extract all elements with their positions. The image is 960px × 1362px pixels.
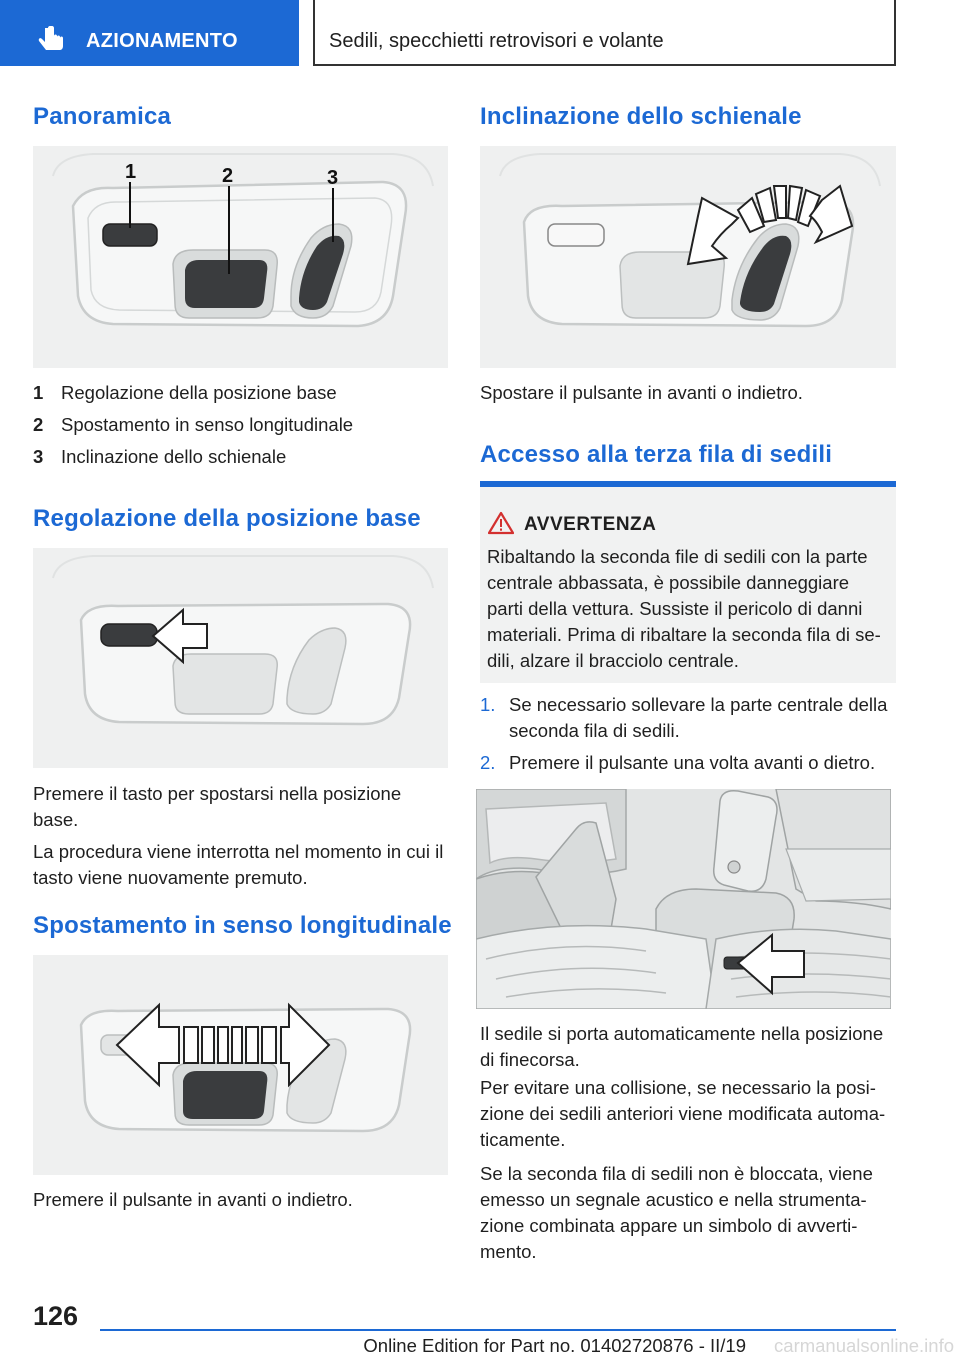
heading-base-position: Regolazione della posizione base xyxy=(33,505,421,532)
paragraph: Spostare il pulsante in avanti o indietro. xyxy=(480,382,803,403)
paragraph: Per evitare una collisione, se necessario la posizione dei sedili anteriori viene modificata automaticamente. xyxy=(480,1077,886,1150)
figure-longitudinal-button xyxy=(33,955,448,1175)
section-title: AZIONAMENTO xyxy=(86,30,238,52)
figure-seat-controls-overview xyxy=(33,146,448,368)
figure-backrest-button xyxy=(480,146,896,368)
watermark: carmanualsonline.info xyxy=(774,1335,954,1356)
warning-box xyxy=(480,481,896,683)
paragraph: La procedura viene interrotta nel momento in cui il tasto viene nuovamente premuto. xyxy=(33,841,444,888)
heading-longitudinal: Spostamento in senso longitudinale xyxy=(33,912,452,939)
seat-controls-illustration xyxy=(33,146,448,368)
heading-overview: Panoramica xyxy=(33,103,172,130)
callout-3: 3 xyxy=(327,167,339,189)
footer-divider xyxy=(100,1329,896,1331)
section-tab[interactable] xyxy=(0,0,299,66)
longitudinal-illustration xyxy=(33,955,448,1175)
base-position-illustration xyxy=(33,548,448,768)
figure-second-row-seat-button xyxy=(476,789,891,1009)
heading-third-row: Accesso alla terza fila di sedili xyxy=(480,441,833,468)
page-number: 126 xyxy=(33,1301,79,1331)
figure-base-position-button xyxy=(33,548,448,768)
second-row-seat-illustration xyxy=(476,789,891,1009)
paragraph: Premere il tasto per spostarsi nella posizione base. xyxy=(33,783,402,830)
chapter-title: Sedili, specchietti retrovisori e volante xyxy=(329,30,664,52)
paragraph: Premere il pulsante in avanti o indietro. xyxy=(33,1189,353,1210)
heading-backrest: Inclinazione dello schienale xyxy=(480,103,802,130)
callout-1: 1 xyxy=(125,161,137,183)
hand-pointer-icon xyxy=(38,26,66,54)
chapter-header xyxy=(313,0,896,66)
paragraph: Se la seconda fila di sedili non è bloccata, viene emesso un segnale acustico e nella strumentazione combinata appare un simbolo di avvertimento. xyxy=(480,1163,873,1262)
warning-title: AVVERTENZA xyxy=(524,514,657,535)
warning-triangle-icon xyxy=(488,511,514,535)
callout-2: 2 xyxy=(222,165,234,187)
paragraph: Il sedile si porta automaticamente nella posizione di finecorsa. xyxy=(480,1023,884,1070)
backrest-illustration xyxy=(480,146,896,368)
footer-edition-text: Online Edition for Part no. 01402720876 - II/19 xyxy=(363,1335,746,1356)
warning-text: Ribaltando la seconda file di sedili con la parte centrale abbassata, è possibile danneggiare parti della vettura. Sussiste il pericolo di danni materiali. Prima di ribaltare la seconda fila di sedili, alzare il bracciolo centrale. xyxy=(487,546,881,671)
